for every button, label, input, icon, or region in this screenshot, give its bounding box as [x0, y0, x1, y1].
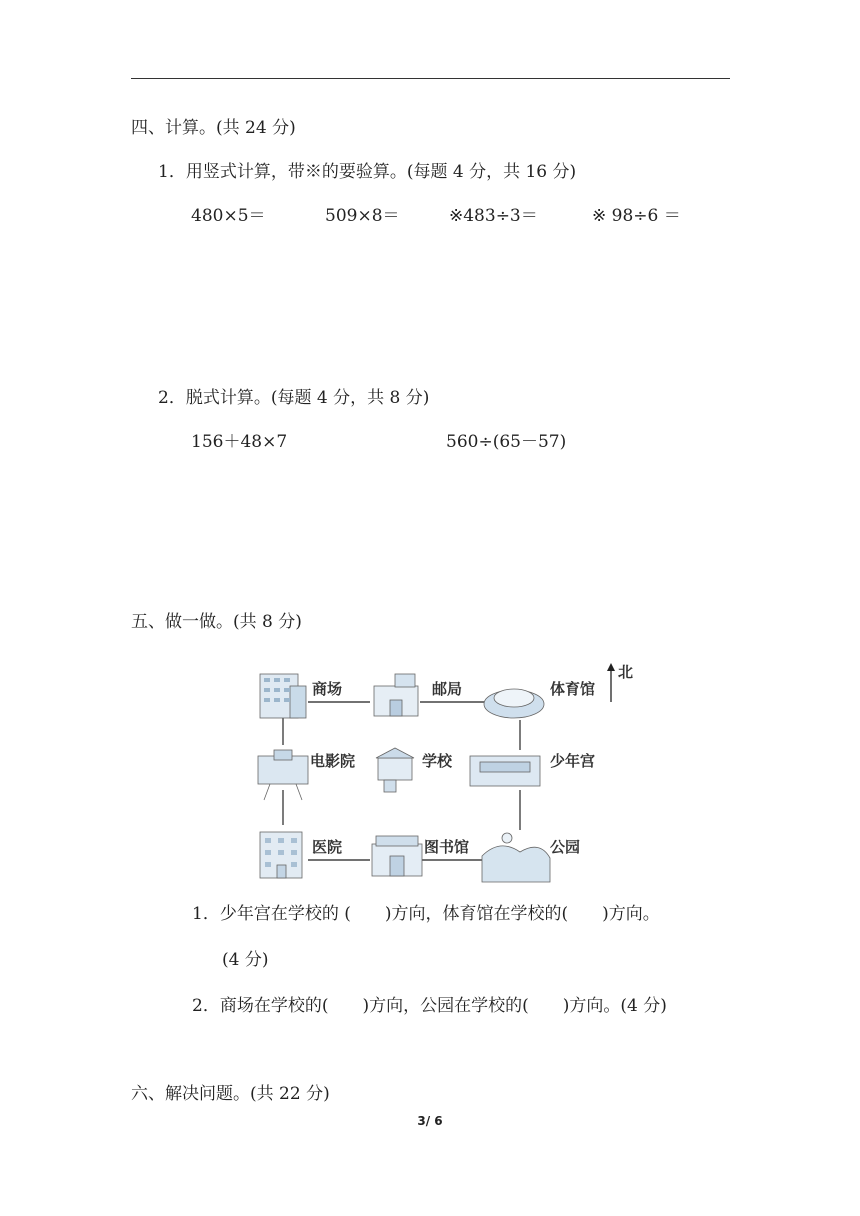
label-stadium: 体育馆 — [550, 680, 596, 698]
q5-1-line2: (4 分) — [222, 950, 269, 970]
expr-4: ※ 98÷6 ＝ — [592, 206, 681, 226]
direction-map — [250, 660, 645, 885]
section-5-title: 五、做一做。(共 8 分) — [131, 612, 302, 632]
label-hospital: 医院 — [312, 838, 343, 856]
label-school: 学校 — [422, 752, 453, 770]
section-4-title: 四、计算。(共 24 分) — [131, 118, 296, 138]
school-icon — [376, 748, 414, 792]
label-childrens-palace: 少年宫 — [550, 752, 596, 770]
q5-2-text: 2．商场在学校的( )方向，公园在学校的( )方向。(4 分) — [192, 996, 667, 1016]
mall-icon — [260, 674, 306, 718]
label-cinema: 电影院 — [310, 752, 356, 770]
label-park: 公园 — [550, 838, 581, 856]
expr-5: 156＋48×7 — [191, 432, 288, 452]
stadium-icon — [484, 689, 544, 718]
q4-1-text: 1．用竖式计算，带※的要验算。(每题 4 分，共 16 分) — [158, 162, 577, 182]
q5-1-line1: 1．少年宫在学校的 ( )方向，体育馆在学校的( )方向。 — [192, 904, 660, 924]
childrens-palace-icon — [470, 756, 540, 786]
label-library: 图书馆 — [424, 838, 470, 856]
section-6-title: 六、解决问题。(共 22 分) — [131, 1084, 330, 1104]
library-icon — [372, 836, 422, 876]
expr-6: 560÷(65－57) — [446, 432, 567, 452]
expr-2: 509×8＝ — [325, 206, 400, 226]
q4-2-text: 2．脱式计算。(每题 4 分，共 8 分) — [158, 388, 430, 408]
label-mall: 商场 — [312, 680, 343, 698]
north-arrow-icon — [607, 663, 615, 702]
page-number: 3/ 6 — [417, 1114, 443, 1128]
label-north: 北 — [618, 663, 634, 681]
expr-1: 480×5＝ — [191, 206, 266, 226]
hospital-icon — [260, 832, 302, 878]
expr-3: ※483÷3＝ — [449, 206, 538, 226]
park-icon — [482, 833, 550, 882]
label-post-office: 邮局 — [432, 680, 463, 698]
post-office-icon — [374, 674, 418, 716]
header-rule — [131, 78, 730, 79]
